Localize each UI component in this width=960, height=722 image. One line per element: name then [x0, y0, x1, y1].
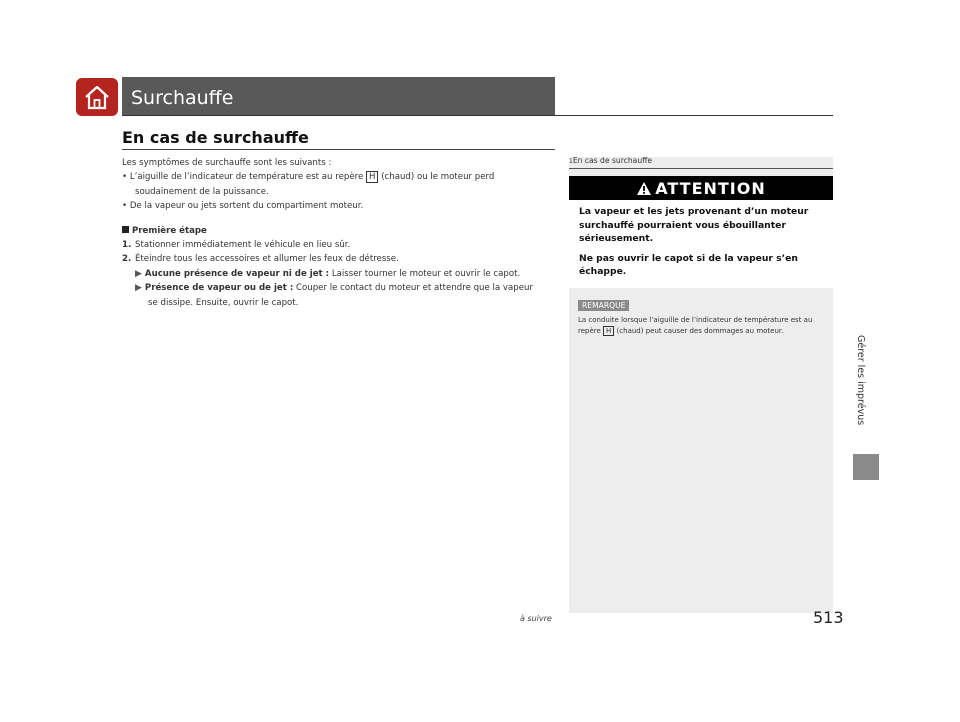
bullet-continuation: soudainement de la puissance. — [135, 186, 269, 197]
remarque-badge: REMARQUE — [578, 300, 629, 311]
main-content — [122, 156, 562, 310]
warning-icon — [636, 181, 652, 196]
hot-mark-icon: H — [366, 171, 378, 183]
sub-step: ▶ Présence de vapeur ou de jet : Couper le contact du moteur et attendre que la vapeur — [135, 283, 533, 294]
sub-step: ▶ Aucune présence de vapeur ni de jet : Laisser tourner le moteur et ouvrir le capot. — [135, 268, 521, 279]
arrow-right-icon: ▶ — [135, 268, 142, 279]
step-item: 1. Stationner immédiatement le véhicule en lieu sûr. — [122, 240, 351, 251]
bullet-icon: • — [122, 201, 128, 212]
intro-text: Les symptômes de surchauffe sont les suivants : — [122, 158, 332, 168]
attention-text: La vapeur et les jets provenant d’un moteur surchauffé pourraient vous ébouillanter sérieusement. Ne pas ouvrir le capot si de la vapeur s’en échappe. — [579, 206, 809, 278]
section-divider — [122, 149, 555, 150]
attention-header: ATTENTION — [569, 176, 833, 200]
sidebar-heading: 1En cas de surchauffe — [569, 156, 653, 165]
step-heading: Première étape — [122, 224, 562, 238]
square-bullet-icon — [122, 226, 129, 233]
page-number: 513 — [813, 608, 844, 627]
sub-step-continuation: se dissipe. Ensuite, ouvrir le capot. — [148, 297, 299, 308]
step-item: 2. Éteindre tous les accessoires et allumer les feux de détresse. — [122, 254, 399, 265]
bullet-icon: • — [122, 172, 128, 183]
bullet-item: • L’aiguille de l’indicateur de température est au repère H (chaud) ou le moteur perd — [122, 172, 495, 183]
remarque-note: La conduite lorsque l’aiguille de l’indicateur de température est au repère H (chaud) peut causer des dommages au moteur. — [578, 316, 813, 335]
chapter-label: Gérer les imprévus — [855, 335, 866, 426]
home-button[interactable] — [76, 78, 118, 116]
chapter-tab[interactable] — [853, 454, 879, 480]
home-icon — [82, 83, 112, 111]
bullet-item: • De la vapeur ou jets sortent du compartiment moteur. — [122, 201, 364, 212]
hot-mark-icon: H — [603, 326, 614, 336]
sidebar-divider — [569, 168, 833, 169]
page-title: Surchauffe — [131, 87, 234, 109]
title-divider — [122, 115, 833, 116]
arrow-right-icon: ▶ — [135, 283, 142, 294]
reference-icon: 1 — [569, 158, 573, 165]
section-title: En cas de surchauffe — [122, 128, 309, 147]
continued-label: à suivre — [520, 614, 552, 623]
